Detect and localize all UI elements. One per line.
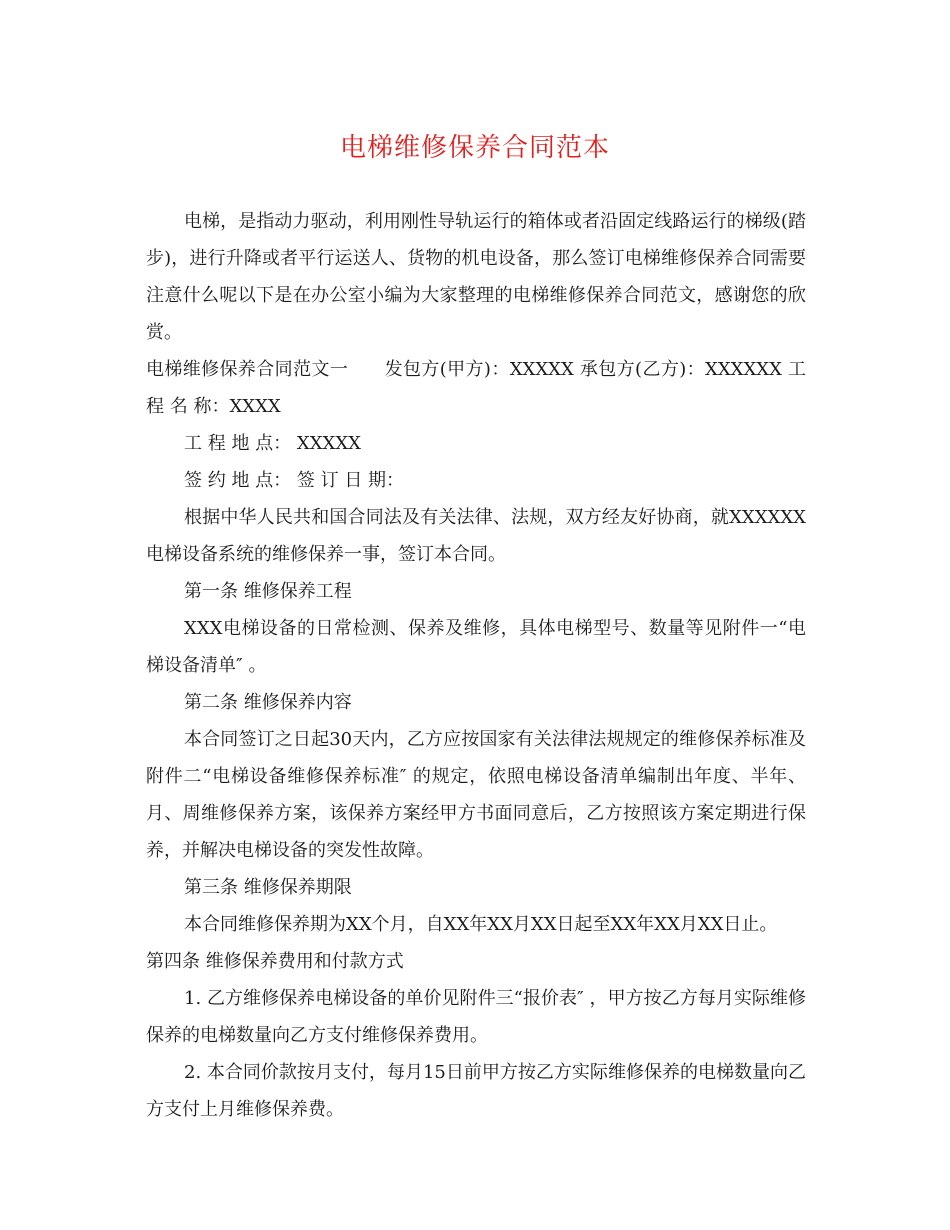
article1-title: 第一条 维修保养工程 (184, 581, 352, 602)
parties-line: 发包方(甲方)：XXXXX 承包方(乙方)：XXXXXX 工程 名 称：XXXX (146, 359, 806, 417)
signing-line: 签 约 地 点： 签 订 日 期： (184, 470, 405, 491)
article3-title: 第三条 维修保养期限 (184, 877, 352, 898)
article2-body: 本合同签订之日起30天内，乙方应按国家有关法律法规规定的维修保养标准及附件二“电梯设备维修保养标准″ 的规定，依照电梯设备清单编制出年度、半年、月、周维修保养方案，该保养方案经甲方书面同意后，乙方按照该方案定期进行保养，并解决电梯设备的突发性故障。 (146, 729, 806, 861)
article4-item1: 1. 乙方维修保养电梯设备的单价见附件三“报价表″ ，甲方按乙方每月实际维修保养的电梯数量向乙方支付维修保养费用。 (146, 988, 806, 1046)
article1-body: XXX电梯设备的日常检测、保养及维修，具体电梯型号、数量等见附件一“电梯设备清单″ 。 (146, 618, 806, 676)
document-title: 电梯维修保养合同范本 (339, 133, 610, 163)
article2-title: 第二条 维修保养内容 (184, 692, 352, 713)
article3-body: 本合同维修保养期为XX个月，自XX年XX月XX日起至XX年XX月XX日止。 (184, 914, 778, 935)
intro-paragraph: 电梯，是指动力驱动，利用刚性导轨运行的箱体或者沿固定线路运行的梯级(踏步)，进行升降或者平行运送人、货物的机电设备，那么签订电梯维修保养合同需要注意什么呢以下是在办公室小编为大家整理的电梯维修保养合同范文，感谢您的欣赏。 (146, 211, 806, 343)
basis-paragraph: 根据中华人民共和国合同法及有关法律、法规，双方经友好协商，就XXXXXX电梯设备系统的维修保养一事，签订本合同。 (146, 507, 806, 565)
sample-contract-line (146, 351, 806, 425)
document-body (146, 203, 806, 1128)
article4-title: 第四条 维修保养费用和付款方式 (146, 951, 404, 972)
project-location-line: 工 程 地 点： XXXXX (184, 433, 361, 454)
article4-item2: 2. 本合同价款按月支付，每月15日前甲方按乙方实际维修保养的电梯数量向乙方支付上月维修保养费。 (146, 1062, 806, 1120)
sample-heading: 电梯维修保养合同范文一 (146, 359, 349, 380)
